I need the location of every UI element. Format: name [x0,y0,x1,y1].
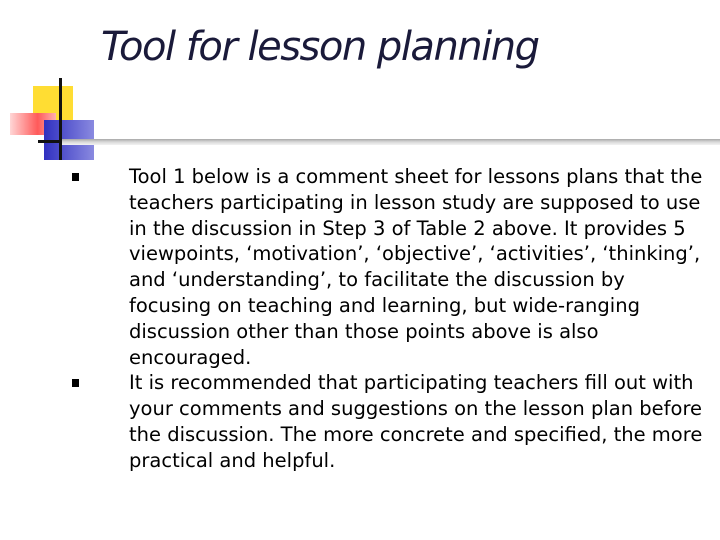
bullet-text: Tool 1 below is a comment sheet for lessons plans that the teachers participating in lesson study are supposed to use in the discussion in Step 3 of Table 2 above. It provides 5 viewpoints, ‘motivation’, ‘objective’, ‘activities’, ‘thinking’, and ‘understanding’, to facilitate the discussion by focusing on teaching and learning, but wide-ranging discussion other than those points above is also encouraged. [129,165,703,369]
bullet-item [70,370,710,473]
slide-title: Tool for lesson planning [101,24,539,70]
bullet-text: It is recommended that participating teachers fill out with your comments and suggestions on the lesson plan before the discussion. The more concrete and specified, the more practical and helpful. [129,371,703,472]
square-bullet-icon [72,173,79,181]
bullet-item [70,164,710,370]
decorative-vertical-line [59,78,62,160]
bullet-list [70,164,710,474]
square-bullet-icon [72,379,79,387]
title-underline-rule [62,139,720,145]
